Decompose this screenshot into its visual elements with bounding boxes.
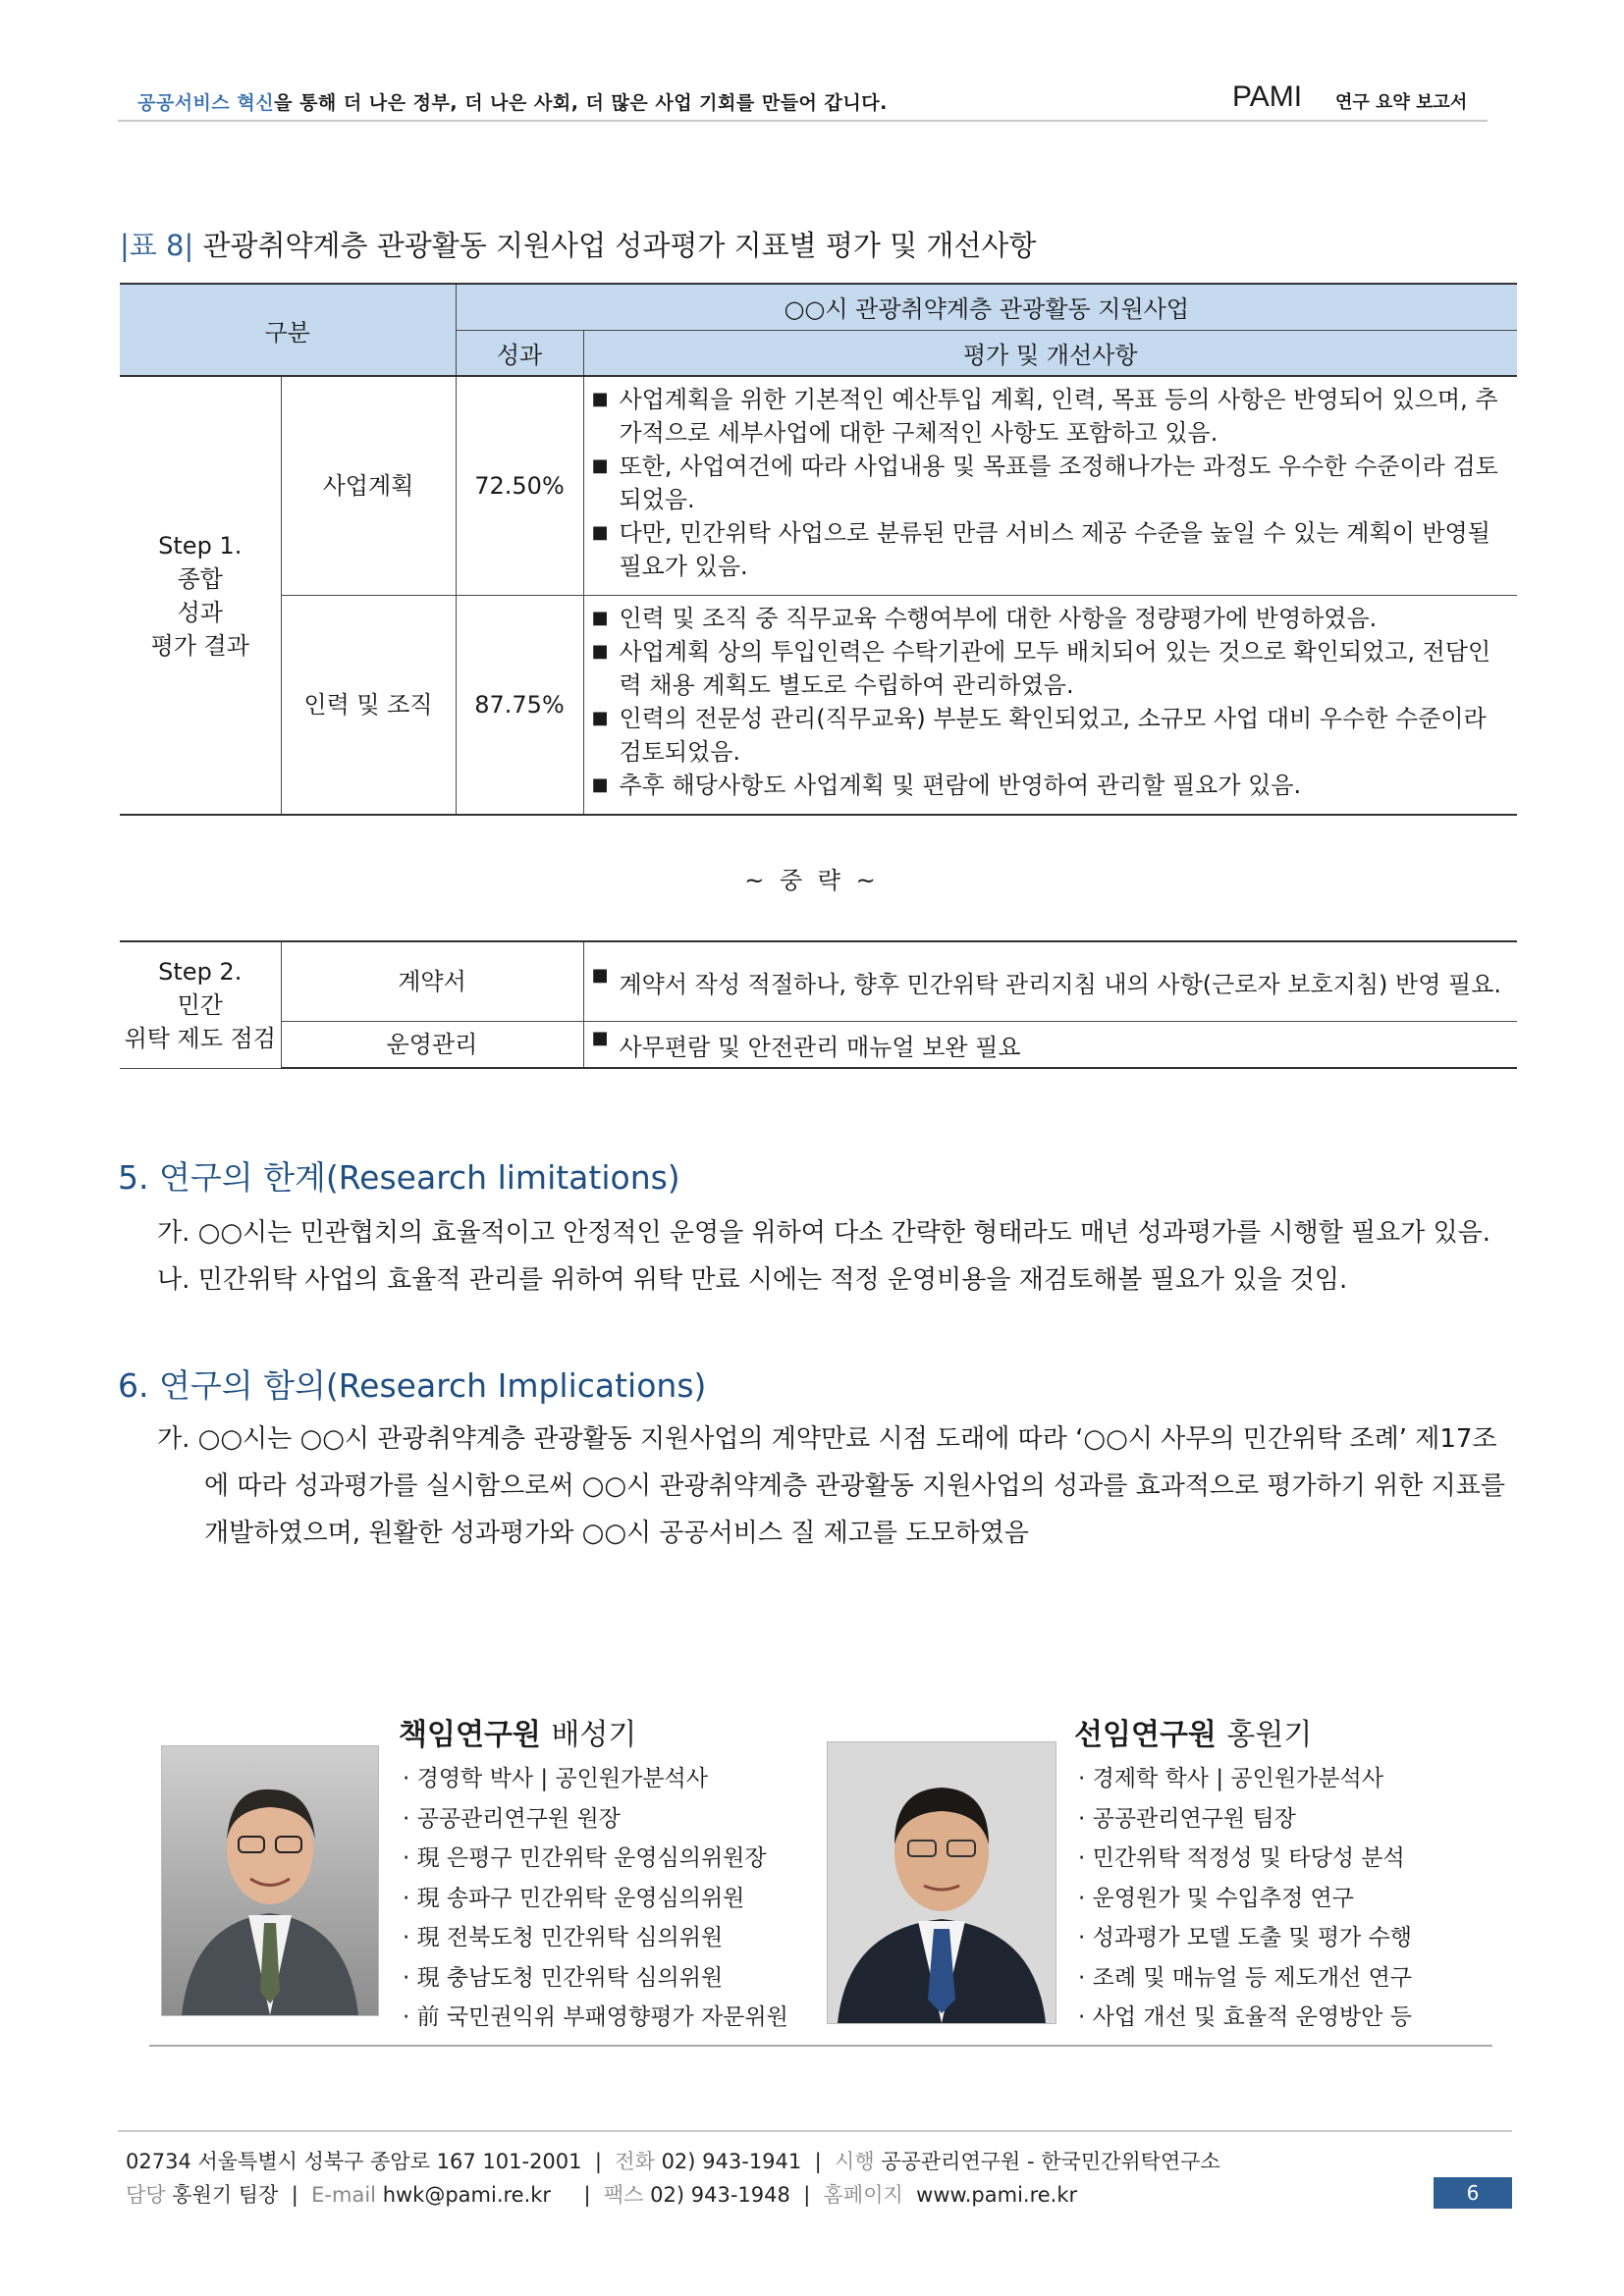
list-item: · 前 국민권익위 부패영향평가 자문위원 (403, 2004, 788, 2030)
header-brand: PAMI (1232, 80, 1303, 113)
list-item: · 민간위탁 적정성 및 타당성 분석 (1078, 1845, 1405, 1871)
col-score-header: 성과 (456, 330, 583, 376)
col-eval-header: 평가 및 개선사항 (583, 330, 1517, 376)
footer-fax: 02) 943-1948 (650, 2183, 790, 2207)
omitted-marker: ~ 중 략 ~ (744, 867, 880, 894)
table-cell-eval (583, 596, 1517, 816)
table-cell-eval (583, 941, 1517, 1022)
footer-org: 공공관리연구원 - 한국민간위탁연구소 (881, 2150, 1220, 2173)
table-cell-score: 87.75% (456, 596, 583, 816)
section-title: 6. 연구의 함의(Research Implications) (118, 1366, 707, 1405)
bullet-item: ■ 또한, 사업여건에 따라 사업내용 및 목표를 조정해나가는 과정도 우수한 수준이라 검토되었음. (592, 450, 1506, 516)
bullet-item: ■ 추후 해당사항도 사업계획 및 편람에 반영하여 관리할 필요가 있음. (592, 769, 1506, 802)
paragraph-item: 가. ○○시는 민관협치의 효율적이고 안정적인 운영을 위하여 다소 간략한 형태라도 매년 성과평가를 시행할 필요가 있음. (157, 1218, 1491, 1248)
bullet-item: ■ 인력 및 조직 중 직무교육 수행여부에 대한 사항을 정량평가에 반영하였음. (592, 602, 1506, 635)
paragraph-item: 가. ○○시는 ○○시 관광취약계층 관광활동 지원사업의 계약만료 시점 도래에 따라 ‘○○시 사무의 민간위탁 조례’ 제17조에 따라 성과평가를 실시함으로써 ○○시 관광취약계층 관광활동 지원사업의 성과를 효과적으로 평가하기 위한 지표를 개발하였으며, 원활한 성과평가와 ○○시 공공서비스 질 제고를 도모하였음 (157, 1424, 1506, 1548)
list-item: · 공공관리연구원 원장 (403, 1805, 621, 1832)
header-report-type: 연구 요약 보고서 (1335, 92, 1468, 113)
step2-label: Step 2. 민간 위탁 제도 점검 (120, 941, 281, 1068)
footer-website[interactable]: www.pami.re.kr (916, 2183, 1078, 2207)
researcher-photo (161, 1745, 379, 2016)
step2-table (120, 940, 1517, 1069)
table-title: |표 8| 관광취약계층 관광활동 지원사업 성과평가 지표별 평가 및 개선사항 (120, 229, 1037, 262)
list-item: · 現 충남도청 민간위탁 심의위원 (403, 1964, 724, 1991)
table-cell-category: 사업계획 (281, 376, 456, 596)
section-title: 5. 연구의 한계(Research limitations) (118, 1158, 680, 1197)
bullet-item: ■ 계약서 작성 적절하나, 향후 민간위탁 관리지침 내의 사항(근로자 보호지침) 반영 필요. (592, 965, 1508, 999)
researcher-bio-list (403, 1759, 788, 2038)
evaluation-table (120, 283, 1517, 816)
list-item: · 공공관리연구원 팀장 (1078, 1805, 1296, 1832)
bullet-item: ■ 다만, 민간위탁 사업으로 분류된 만큼 서비스 제공 수준을 높일 수 있는 계획이 반영될 필요가 있음. (592, 516, 1506, 583)
table-cell-eval (583, 1022, 1517, 1069)
list-item: · 경영학 박사 | 공인원가분석사 (403, 1766, 708, 1791)
researcher-bio-list (1078, 1759, 1412, 2038)
table-cell-category: 운영관리 (281, 1022, 583, 1069)
bullet-item: ■ 사업계획을 위한 기본적인 예산투입 계획, 인력, 목표 등의 사항은 반영되어 있으며, 추가적으로 세부사업에 대한 구체적인 사항도 포함하고 있음. (592, 383, 1506, 450)
researcher-photo (827, 1741, 1056, 2024)
bullet-item: ■ 사업계획 상의 투입인력은 수탁기관에 모두 배치되어 있는 것으로 확인되었고, 전담인력 채용 계획도 별도로 수립하여 관리하였음. (592, 635, 1506, 702)
divider (149, 2045, 1492, 2047)
list-item: · 現 은평구 민간위탁 운영심의위원장 (403, 1845, 767, 1871)
step1-label: Step 1. 종합 성과 평가 결과 (120, 376, 281, 815)
footer-contact: 홍원기 팀장 (172, 2183, 279, 2207)
page-number: 6 (1434, 2177, 1512, 2209)
list-item: · 성과평가 모델 도출 및 평가 수행 (1078, 1925, 1413, 1950)
table-cell-category: 계약서 (281, 941, 583, 1022)
table-cell-category: 인력 및 조직 (281, 596, 456, 816)
section-body (157, 1415, 1517, 1557)
researcher-title: 선임연구원 홍원기 (1074, 1718, 1313, 1752)
list-item: · 現 전북도청 민간위탁 심의위원 (403, 1925, 724, 1950)
bullet-item: ■ 인력의 전문성 관리(직무교육) 부분도 확인되었고, 소규모 사업 대비 우수한 수준이라 검토되었음. (592, 702, 1506, 769)
col-program-header: ○○시 관광취약계층 관광활동 지원사업 (456, 284, 1517, 330)
list-item: · 사업 개선 및 효율적 운영방안 등 (1078, 2004, 1413, 2030)
page-header (118, 80, 1488, 122)
researcher-title: 책임연구원 배성기 (399, 1718, 637, 1752)
list-item: · 운영원가 및 수입추정 연구 (1078, 1885, 1354, 1911)
footer-line: 담당 홍원기 팀장 | E-mail hwk@pami.re.kr | 팩스 02) 943-1948 | 홈페이지 www.pami.re.kr (126, 2183, 1078, 2207)
list-item: · 現 송파구 민간위탁 운영심의위원 (403, 1885, 745, 1911)
bullet-item: ■ 사무편람 및 안전관리 매뉴얼 보완 필요 (592, 1028, 1508, 1062)
footer-phone: 02) 943-1941 (661, 2150, 802, 2173)
divider (118, 2130, 1512, 2132)
footer-line: 02734 서울특별시 성북구 종암로 167 101-2001 | 전화 02) 943-1941 | 시행 공공관리연구원 - 한국민간위탁연구소 (126, 2150, 1220, 2173)
list-item: · 경제학 학사 | 공인원가분석사 (1078, 1766, 1383, 1791)
footer-email[interactable]: hwk@pami.re.kr (382, 2183, 552, 2207)
footer-address: 02734 서울특별시 성북구 종암로 167 101-2001 (126, 2150, 582, 2173)
list-item: · 조례 및 매뉴얼 등 제도개선 연구 (1078, 1964, 1413, 1991)
header-tagline: 공공서비스 혁신을 통해 더 나은 정부, 더 나은 사회, 더 많은 사업 기회를 만들어 갑니다. (137, 92, 888, 114)
section-body (157, 1209, 1532, 1304)
paragraph-item: 나. 민간위탁 사업의 효율적 관리를 위하여 위탁 만료 시에는 적정 운영비용을 재검토해볼 필요가 있을 것임. (157, 1265, 1348, 1295)
table-cell-eval (583, 376, 1517, 596)
col-group-header: 구분 (120, 284, 456, 376)
table-cell-score: 72.50% (456, 376, 583, 596)
